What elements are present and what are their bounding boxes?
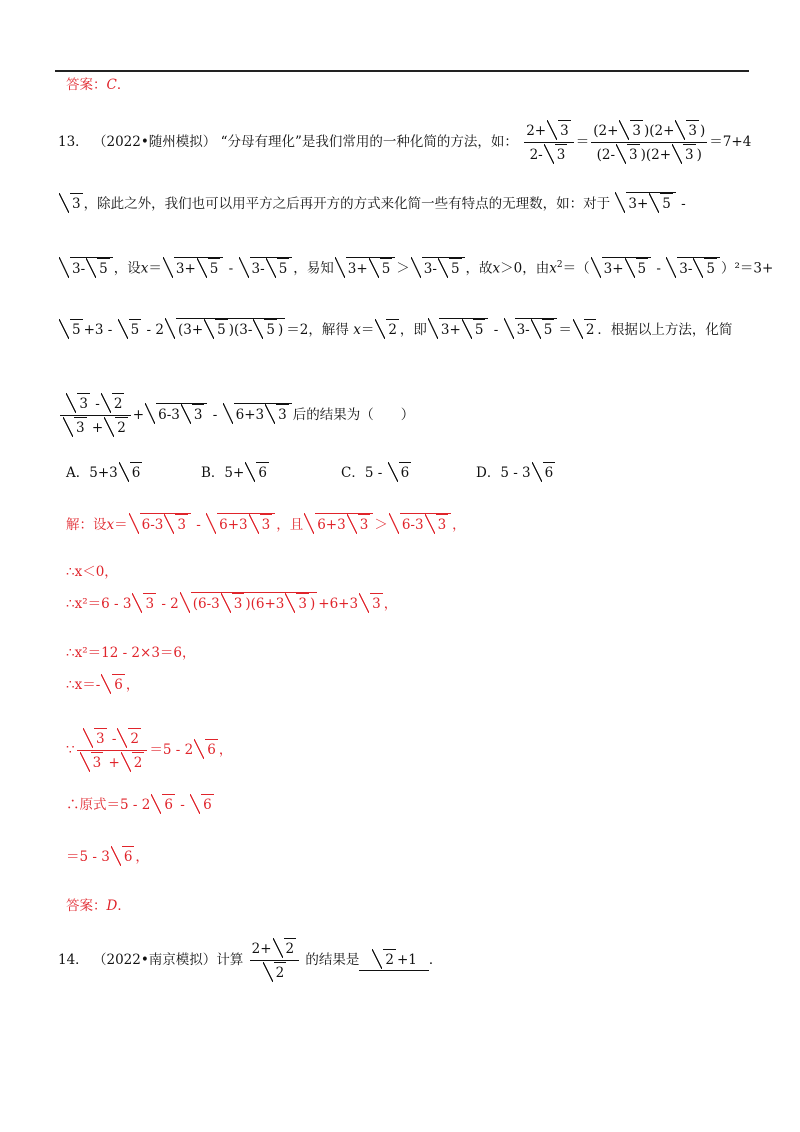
solution-line-7: ∴原式＝5 - 2 6 - 6	[66, 794, 215, 815]
q14-fraction: $\frac{2+ 2}{2}$	[250, 938, 300, 983]
option-a: A．5+3 6	[66, 462, 201, 483]
answer-previous: 答案：C．	[66, 77, 131, 93]
target-fraction: $\frac{3 - 2}{3 + 2}$	[60, 393, 131, 438]
question-source: （2022•南京模拟）	[92, 952, 217, 968]
question-13-line-5: $\frac{3 - 2}{3 + 2}$ + 6-3 3 - 6+3 3 后的结果为（ ）	[58, 393, 414, 438]
question-13-line-2: 3 ，除此之外，我们也可以用平方之后再开方的方式来化简一些有特点的无理数，如：对于 3+ 5 -	[58, 192, 686, 214]
option-c: C．5 - 6	[341, 462, 476, 483]
question-number: 14．	[58, 952, 89, 968]
answer-13: 答案：D．	[66, 898, 131, 914]
solution-line-1: 解：设x＝ 6-3 3 - 6+3 3 ，且 6+3 3 ＞ 6-3 3 ，	[66, 513, 466, 535]
question-source: （2022•随州模拟）	[92, 134, 217, 150]
solution-fraction: $\frac{3 - 2}{3 + 2}$	[77, 728, 148, 773]
header-rule	[55, 70, 749, 72]
option-d: D．5 - 3 6	[476, 465, 556, 481]
solution-line-5: ∴x＝- 6 ，	[66, 674, 139, 695]
solution-line-4: ∴x²＝12 - 2×3＝6，	[66, 645, 196, 661]
example-fraction-1: $\frac{2+ 3}{2- 3}$	[524, 120, 574, 165]
solution-line-6: ∵ $\frac{3 - 2}{3 + 2}$ ＝5 - 2 6 ，	[66, 728, 232, 773]
question-number: 13．	[58, 134, 89, 150]
answer-blank: 2 +1	[359, 949, 429, 971]
solution-line-3: ∴x²＝6 - 3 3 - 2 (6-3 3 )(6+3 3 ) +6+3 3 ，	[66, 592, 397, 614]
question-13-line-3: 3- 5 ，设x＝ 3+ 5 - 3- 5 ，易知 3+ 5 ＞ 3- 5 ，故x＞0，由$x^2=$（ 3+ 5 - 3- 5 ）²＝3+	[58, 255, 773, 279]
question-13-line-1: 13． （2022•随州模拟） “分母有理化”是我们常用的一种化简的方法，如： $\frac{2+ 3}{2- 3}$ ＝ $\frac{(2+ 3 )(2+ 3 )}{(2- 3 )(2+ 3 )}$ ＝7+4	[58, 120, 751, 165]
option-b: B．5+ 6	[201, 462, 341, 483]
example-fraction-2: $\frac{(2+ 3 )(2+ 3 )}{(2- 3 )(2+ 3 )}$	[591, 120, 707, 165]
solution-line-2: ∴x＜0，	[66, 564, 118, 580]
options-row	[66, 462, 556, 483]
solution-line-8: ＝5 - 3 6 ，	[66, 846, 149, 867]
question-14: 14． （2022•南京模拟）计算 $\frac{2+ 2}{2}$ 的结果是 2 +1 ．	[58, 938, 442, 983]
question-13-line-4: 5 +3 - 5 - 2 (3+ 5 )(3- 5 ) ＝2，解得 x＝ 2 ，即 3+ 5 - 3- 5 ＝ 2 ．根据以上方法，化简	[58, 318, 732, 340]
